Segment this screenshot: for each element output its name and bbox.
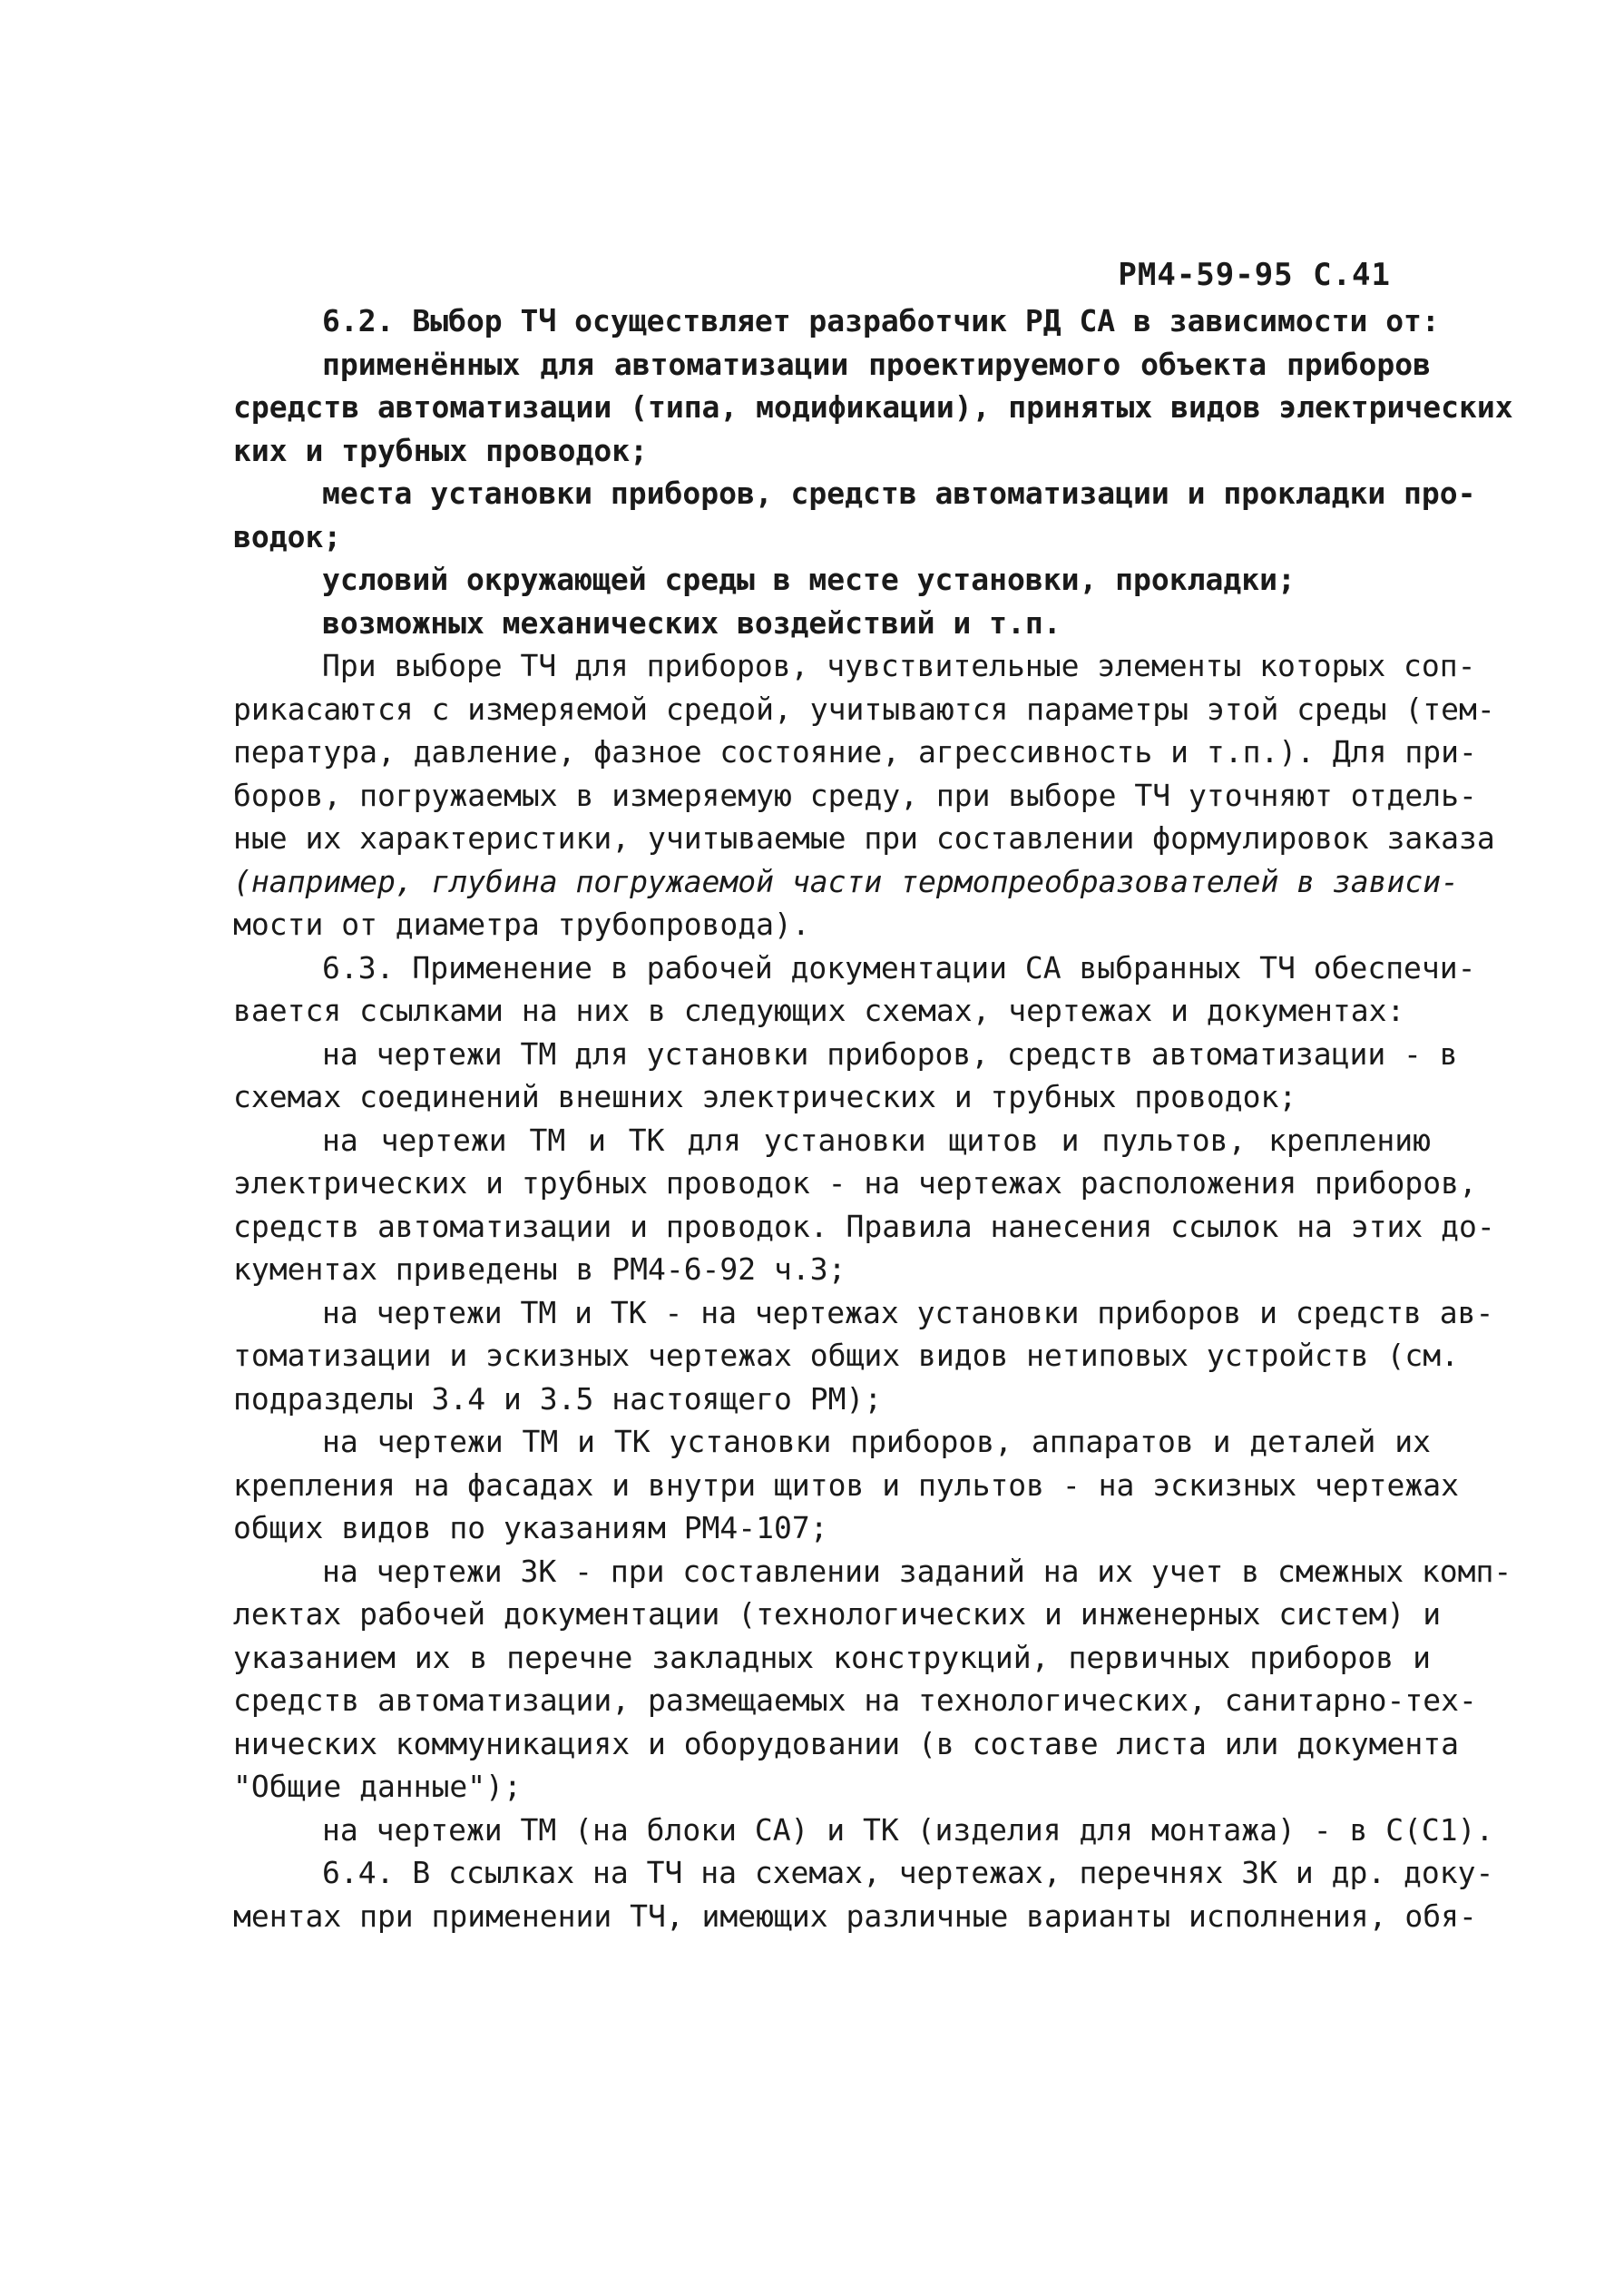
text-line: на чертежи ТМ и ТК для установки щитов и пультов, креплению <box>322 1122 1431 1158</box>
text-line: указанием их в перечне закладных конструкций, первичных приборов и <box>233 1639 1431 1675</box>
text-line: кументах приведены в РМ4-6-92 ч.3; <box>233 1251 846 1287</box>
text-line: 6.2. Выбор ТЧ осуществляет разработчик РД СА в зависимости от: <box>322 303 1440 338</box>
text-line: на чертежи ЗК - при составлении заданий на их учет в смежных комп- <box>322 1553 1512 1589</box>
page-header-ref: РМ4-59-95 С.41 <box>1118 257 1391 293</box>
text-line: места установки приборов, средств автоматизации и прокладки про- <box>322 476 1476 511</box>
text-line: подразделы 3.4 и 3.5 настоящего РМ); <box>233 1380 883 1417</box>
text-line: лектах рабочей документации (технологических и инженерных систем) и <box>233 1596 1442 1632</box>
text-line: мости от диаметра трубопровода). <box>233 907 810 942</box>
text-line: нических коммуникациях и оборудовании (в составе листа или документа <box>233 1725 1460 1761</box>
text-line: крепления на фасадах и внутри щитов и пультов - на эскизных чертежах <box>233 1466 1460 1503</box>
text-line: общих видов по указаниям РМ4-107; <box>233 1510 828 1545</box>
text-line: схемах соединений внешних электрических и трубных проводок; <box>233 1079 1297 1114</box>
text-line: электрических и трубных проводок - на чертежах расположения приборов, <box>233 1165 1477 1201</box>
text-line: средств автоматизации (типа, модификации), принятых видов электрических <box>233 389 1513 425</box>
text-line: томатизации и эскизных чертежах общих видов нетиповых устройств (см. <box>233 1338 1460 1373</box>
text-line: 6.3. Применение в рабочей документации СА выбранных ТЧ обеспечи- <box>322 949 1476 986</box>
text-line: водок; <box>233 518 342 554</box>
text-line: ные их характеристики, учитываемые при составлении формулировок заказа <box>233 820 1495 856</box>
text-line: При выборе ТЧ для приборов, чувствительные элементы которых соп- <box>322 648 1476 683</box>
text-line: применённых для автоматизации проектируемого объекта приборов <box>322 346 1431 382</box>
text-line: ких и трубных проводок; <box>233 432 648 468</box>
text-line: рикасаются с измеряемой средой, учитываются параметры этой среды (тем- <box>233 691 1495 727</box>
text-line: 6.4. В ссылках на ТЧ на схемах, чертежах, перечнях ЗК и др. доку- <box>322 1855 1494 1890</box>
text-line: вается ссылками на них в следующих схемах, чертежах и документах: <box>233 993 1405 1028</box>
text-line: на чертежи ТМ (на блоки СА) и ТК (изделия для монтажа) - в С(С1). <box>322 1811 1494 1848</box>
text-line: условий окружающей среды в месте установки, прокладки; <box>322 562 1296 597</box>
text-line: "Общие данные"); <box>233 1769 522 1804</box>
text-line: на чертежи ТМ и ТК - на чертежах установки приборов и средств ав- <box>322 1294 1494 1330</box>
text-line: возможных механических воздействий и т.п. <box>322 604 1061 641</box>
text-line: средств автоматизации и проводок. Правила нанесения ссылок на этих до- <box>233 1208 1495 1244</box>
text-line: (например, глубина погружаемой части термопреобразователей в зависи- <box>233 863 1460 899</box>
document-body <box>233 299 1513 1937</box>
text-line: ментах при применении ТЧ, имеющих различные варианты исполнения, обя- <box>233 1898 1477 1934</box>
text-line: пература, давление, фазное состояние, агрессивность и т.п.). Для при- <box>233 734 1477 770</box>
text-line: боров, погружаемых в измеряемую среду, при выборе ТЧ уточняют отдель- <box>233 777 1477 813</box>
text-line: на чертежи ТМ и ТК установки приборов, аппаратов и деталей их <box>322 1424 1431 1459</box>
text-line: средств автоматизации, размещаемых на технологических, санитарно-тех- <box>233 1682 1477 1718</box>
text-line: на чертежи ТМ для установки приборов, средств автоматизации - в <box>322 1035 1458 1072</box>
